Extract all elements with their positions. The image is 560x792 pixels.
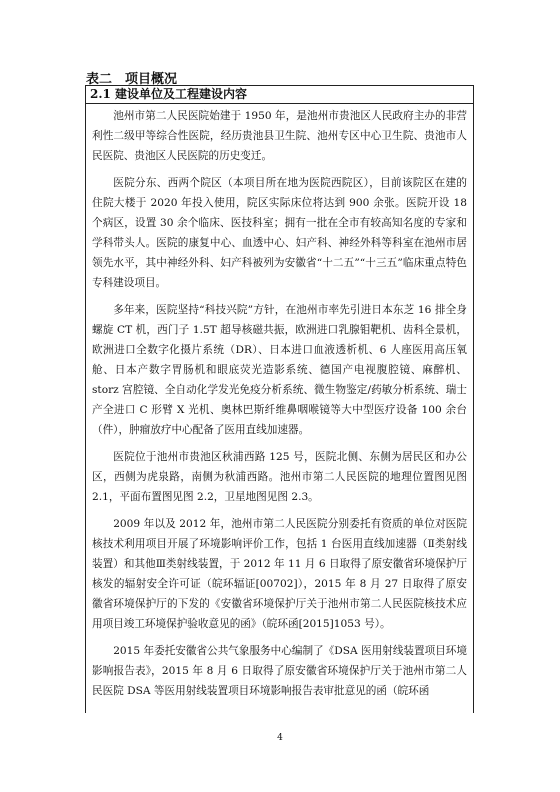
table-title: 表二 项目概况: [86, 72, 178, 87]
section-body: [86, 104, 473, 701]
paragraph-eia-history: 2009 年以及 2012 年，池州市第二人民医院分别委托有资质的单位对医院核技术利用项目开展了环境影响评价工作，包括 1 台医用直线加速器（Ⅱ类射线装置）和其他Ⅲ类射线装置，于 2012 年 11 月 6 日取得了原安徽省环境保护厅核发的辐射安全许可证（皖环辐证[00702]），2015 年 8 月 27 日取得了原安徽省环境保护厅的下发的《安徽省环境保护厅关于池州市第二人民医院核技术应用项目竣工环境保护验收意见的函》（皖环函[2015]1053 号）。: [92, 518, 467, 630]
paragraph-dsa-report: 2015 年委托安徽省公共气象服务中心编制了《DSA 医用射线装置项目环境影响报告表》，2015 年 8 月 6 日取得了原安徽省环境保护厅关于池州市第二人民医院 DSA 等医用射线装置项目环境影响报告表审批意见的函（皖环函: [92, 645, 467, 697]
paragraph-campuses: 医院分东、西两个院区（本项目所在地为医院西院区），目前该院区在建的住院大楼于 2020 年投入使用，院区实际床位将达到 900 余张。医院开设 18 个病区，设置 30 余个临床、医技科室；拥有一批在全市有较高知名度的专家和学科带头人。医院的康复中心、血透中心、妇产科、神经外科等科室在池州市居领先水平，其中神经外科、妇产科被列为安徽省“十二五”“十三五”临床重点特色专科建设项目。: [92, 177, 467, 289]
paragraph-equipment: 多年来，医院坚持“科技兴院”方针，在池州市率先引进日本东芝 16 排全身螺旋 CT 机，西门子 1.5T 超导核磁共振，欧洲进口乳腺钼靶机、齿科全景机，欧洲进口全数字化摄片系统（DR）、日本进口血液透析机、6 人座医用高压氧舱、日本产数字胃肠机和眼底荧光造影系统、德国产电视腹腔镜、麻醉机、storz 宫腔镜、全自动化学发光免疫分析系统、微生物鉴定/药敏分析系统、瑞士产全进口 C 形臂 X 光机、奥林巴斯纤维鼻咽喉镜等大中型医疗设备 100 余台（件），肿瘤放疗中心配备了医用直线加速器。: [92, 304, 467, 436]
page-number: 4: [277, 733, 283, 743]
section-heading: 2.1 建设单位及工程建设内容: [86, 86, 473, 104]
paragraph-history: 池州市第二人民医院始建于 1950 年，是池州市贵池区人民政府主办的非营利性二级甲等综合性医院，经历贵池县卫生院、池州专区中心卫生院、贵池市人民医院、贵池区人民医院的历史变迁。: [92, 110, 467, 162]
project-overview-table: [85, 85, 474, 713]
paragraph-location: 医院位于池州市贵池区秋浦西路 125 号，医院北侧、东侧为居民区和办公区，西侧为虎泉路，南侧为秋浦西路。池州市第二人民医院的地理位置图见图 2.1，平面布置图见图 2.2，卫星地图见图 2.3。: [92, 451, 467, 503]
